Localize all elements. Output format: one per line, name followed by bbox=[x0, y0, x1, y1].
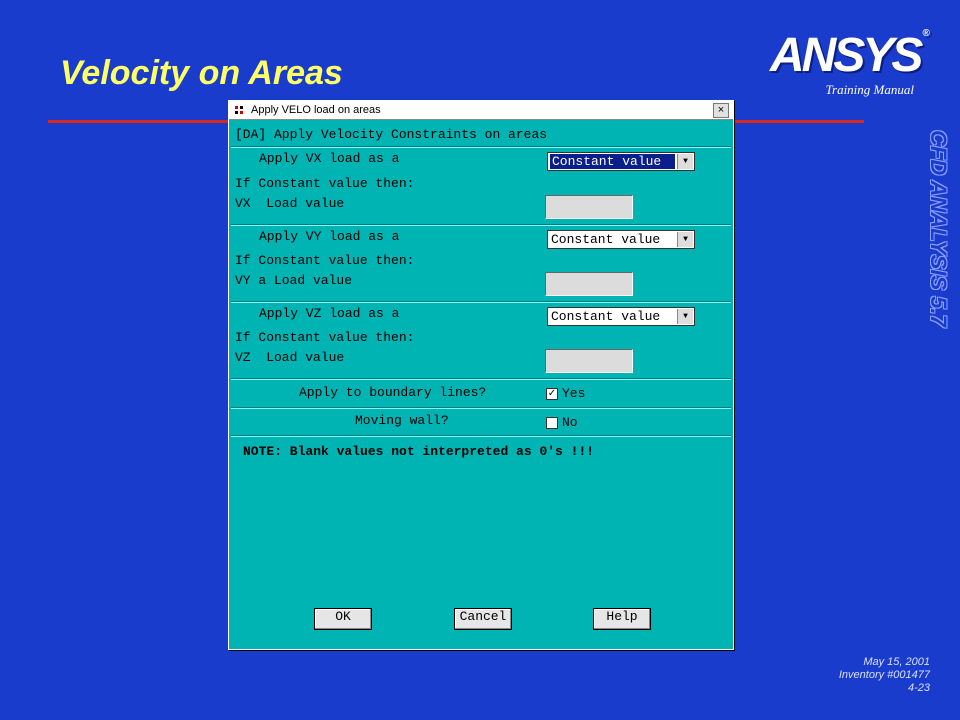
note-text: NOTE: Blank values not interpreted as 0's !!! bbox=[243, 444, 595, 459]
vz-if-label: If Constant value then: bbox=[235, 330, 415, 345]
separator bbox=[231, 146, 731, 148]
dialog-title: Apply VELO load on areas bbox=[251, 104, 381, 116]
vy-if-label: If Constant value then: bbox=[235, 253, 415, 268]
vz-load-value-label: VZ Load value bbox=[235, 350, 345, 365]
slide-title: Velocity on Areas bbox=[60, 54, 343, 92]
chevron-down-icon[interactable]: ▼ bbox=[677, 309, 693, 324]
vx-load-value-label: VX Load value bbox=[235, 196, 345, 211]
moving-wall-value: No bbox=[562, 415, 578, 430]
close-icon[interactable]: × bbox=[713, 103, 729, 118]
velo-dialog bbox=[228, 100, 734, 650]
cancel-button[interactable]: Cancel bbox=[454, 608, 512, 630]
ok-button[interactable]: OK bbox=[314, 608, 372, 630]
separator bbox=[231, 378, 731, 380]
help-button[interactable]: Help bbox=[593, 608, 651, 630]
vx-load-type-label: Apply VX load as a bbox=[259, 151, 400, 166]
separator bbox=[231, 224, 731, 226]
vy-load-type-label: Apply VY load as a bbox=[259, 229, 400, 244]
boundary-lines-value: Yes bbox=[562, 386, 586, 401]
moving-wall-label: Moving wall? bbox=[355, 413, 449, 428]
dialog-titlebar[interactable] bbox=[229, 101, 733, 120]
vz-load-type-select[interactable]: Constant value ▼ bbox=[547, 307, 695, 326]
vy-load-value-input[interactable] bbox=[545, 272, 633, 296]
vz-load-type-label: Apply VZ load as a bbox=[259, 306, 400, 321]
boundary-lines-checkbox[interactable]: ✓ bbox=[547, 388, 557, 399]
chevron-down-icon[interactable]: ▼ bbox=[677, 154, 693, 169]
moving-wall-checkbox[interactable] bbox=[546, 417, 558, 429]
vz-load-value-input[interactable] bbox=[545, 349, 633, 373]
footer bbox=[839, 656, 930, 695]
footer-date: May 15, 2001 bbox=[863, 656, 930, 668]
vx-load-value-input[interactable] bbox=[545, 195, 633, 219]
ansys-logo: ANSYS ® bbox=[770, 28, 930, 82]
separator bbox=[231, 301, 731, 303]
vy-load-value-label: VY a Load value bbox=[235, 273, 353, 288]
dialog-header: [DA] Apply Velocity Constraints on areas bbox=[235, 127, 548, 142]
vx-if-label: If Constant value then: bbox=[235, 176, 415, 191]
footer-page: 4-23 bbox=[907, 682, 930, 694]
side-title: CFD ANALYSIS 5.7 bbox=[926, 130, 951, 327]
chevron-down-icon[interactable]: ▼ bbox=[677, 232, 693, 247]
app-icon bbox=[233, 104, 247, 116]
boundary-lines-label: Apply to boundary lines? bbox=[299, 385, 487, 400]
vy-load-type-select[interactable]: Constant value ▼ bbox=[547, 230, 695, 249]
title-rule-left bbox=[48, 120, 232, 123]
separator bbox=[231, 407, 731, 409]
vx-load-type-select[interactable]: Constant value ▼ bbox=[547, 152, 695, 171]
separator bbox=[231, 435, 731, 437]
title-rule-right bbox=[732, 120, 864, 123]
training-manual-label: Training Manual bbox=[825, 82, 914, 97]
footer-inventory: Inventory #001477 bbox=[838, 669, 930, 681]
